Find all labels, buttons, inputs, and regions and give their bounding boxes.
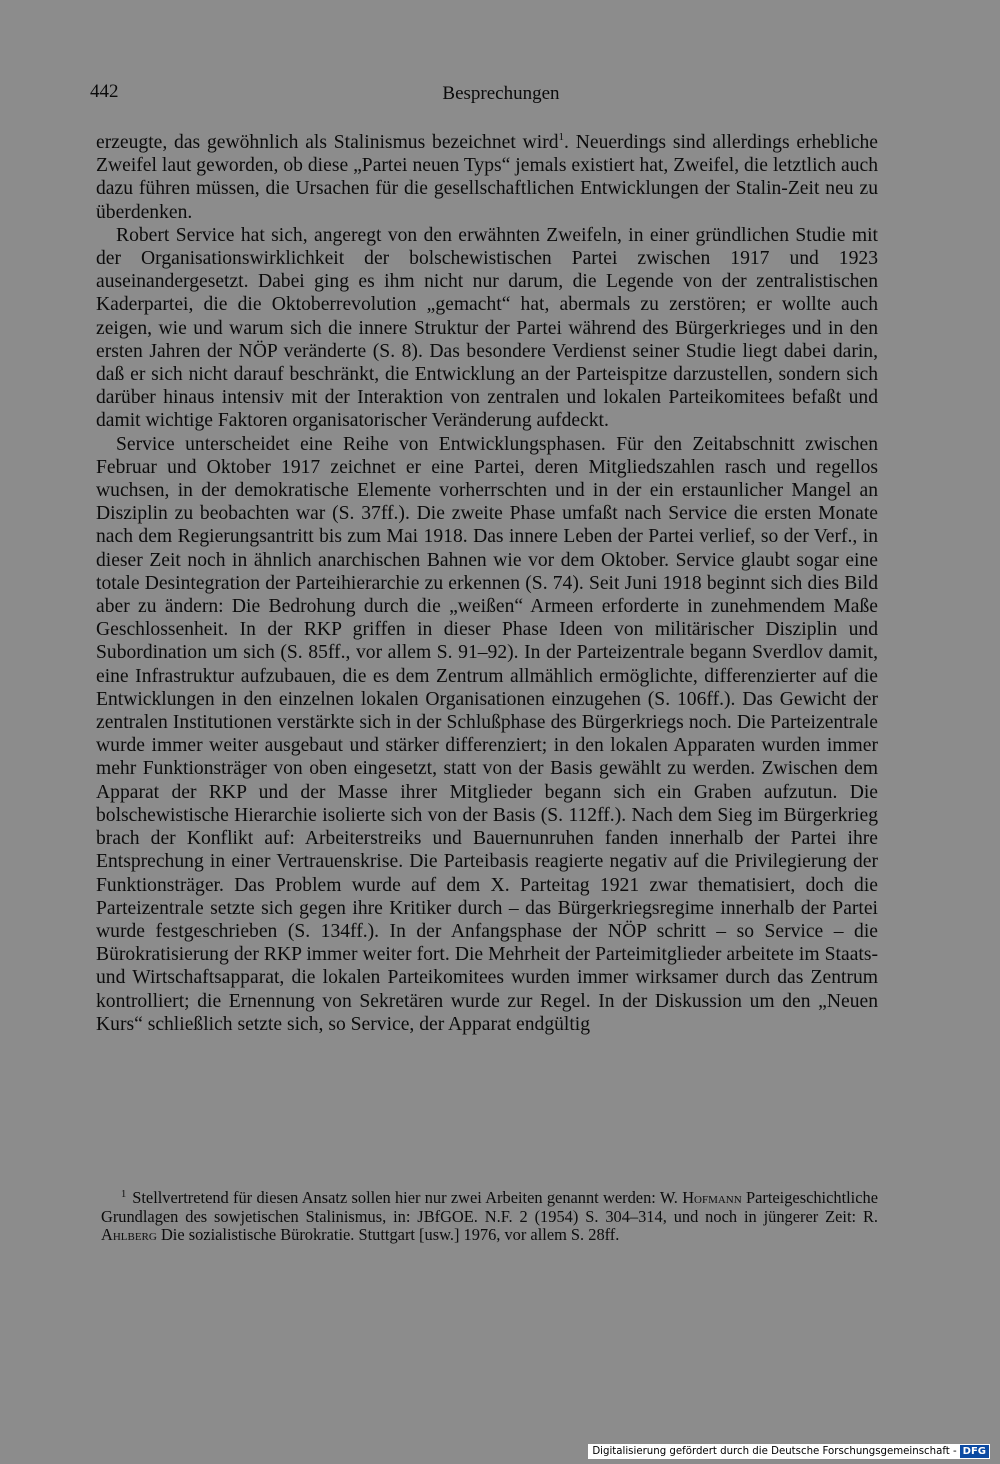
page-number: 442 [90, 81, 119, 102]
paragraph-3: Service unterscheidet eine Reihe von Entwicklungsphasen. Für den Zeitabschnitt zwischen Februar und Oktober 1917 zeichnet er eine Partei, deren Mitgliedszahlen rasch und regellos wuchsen, in der demokratische Elemente vorherrschten und in der ein erstaunlicher Mangel an Disziplin zu beobachten war (S. 37ff.). Die zweite Phase umfaßt nach Service die ersten Monate nach dem Regierungsantritt bis zum Mai 1918. Das innere Leben der Partei verlief, so der Verf., in dieser Zeit noch in ähnlich anarchischen Bahnen wie vor dem Oktober. Service glaubt sogar eine totale Desintegration der Parteihierarchie zu erkennen (S. 74). Seit Juni 1918 beginnt sich dies Bild aber zu ändern: Die Bedrohung durch die „weißen“ Armeen erforderte in zunehmendem Maße Geschlossenheit. In der RKP griffen in dieser Phase Ideen von militärischer Disziplin und Subordination um sich (S. 85ff., vor allem S. 91–92). In der Parteizentrale begann Sverdlov damit, eine Infrastruktur aufzubauen, die es dem Zentrum allmählich ermöglichte, differenzierter auf die Entwicklungen in den einzelnen lokalen Organisationen einzugehen (S. 106ff.). Das Gewicht der zentralen Institutionen verstärkte sich in der Schlußphase des Bürgerkriegs noch. Die Parteizentrale wurde immer weiter ausgebaut und stärker differenziert; in den lokalen Apparaten wurden immer mehr Funktionsträger von oben eingesetzt, statt von der Basis gewählt zu werden. Zwischen dem Apparat der RKP und der Masse ihrer Mitglieder begann sich ein Graben aufzutun. Die bolschewistische Hierarchie isolierte sich von der Basis (S. 112ff.). Nach dem Sieg im Bürgerkrieg brach der Konflikt auf: Arbeiterstreiks und Bauernunruhen fanden innerhalb der Partei ihre Entsprechung in einer Vertrauenskrise. Die Parteibasis reagierte negativ auf die Privilegierung der Funktionsträger. Das Problem wurde auf dem X. Parteitag 1921 zwar thematisiert, doch die Parteizentrale setzte sich gegen ihre Kritiker durch – das Bürgerkriegsregime innerhalb der Partei wurde festgeschrieben (S. 134ff.). In der Anfangsphase der NÖP schritt – so Service – die Bürokratisierung der RKP immer weiter fort. Die Mehrheit der Parteimitglieder arbeitete im Staats- und Wirtschaftsapparat, die lokalen Parteikomitees wurden immer wirksamer durch das Zentrum kontrolliert; die Ernennung von Sekretären wurde zur Regel. In der Diskussion um den „Neuen Kurs“ schließlich setzte sich, so Service, der Apparat endgültig [96, 433, 878, 1035]
footnote-text-b: Parteigeschichtliche Grundlagen des sowjetischen Stalinismus, in: JBfGOE. N.F. 2 (1954) S. 304–314, und noch in jüngerer Zeit: R. [101, 1188, 878, 1226]
dfg-logo-icon: DFG [960, 1445, 989, 1458]
footnote-author-2: Ahlberg [101, 1225, 157, 1245]
footnote-text-c: Die sozialistische Bürokratie. Stuttgart [usw.] 1976, vor allem S. 28ff. [160, 1225, 620, 1245]
footnote-author-1: Hofmann [682, 1188, 742, 1207]
running-head: Besprechungen [442, 83, 560, 104]
footnote-reference[interactable]: 1 [558, 131, 565, 143]
main-text [96, 131, 878, 1036]
paragraph-2: Robert Service hat sich, angeregt von den erwähnten Zweifeln, in einer gründlichen Studie mit der Organisationswirklichkeit der bolschewistischen Partei zwischen 1917 und 1923 auseinandergesetzt. Dabei ging es ihm nicht nur darum, die Legende von der zentralistischen Kaderpartei, die die Oktoberrevolution „gemacht“ hat, abermals zu zerstören; er wollte auch zeigen, wie und warum sich die innere Struktur der Partei während des Bürgerkrieges und in den ersten Jahren der NÖP veränderte (S. 8). Das besondere Verdienst seiner Studie liegt dabei darin, daß er sich nicht darauf beschränkt, die Entwicklung an der Parteispitze darzustellen, sondern sich darüber hinaus intensiv mit der Interaktion von zentralen und lokalen Parteikomitees befaßt und damit wichtige Faktoren organisatorischer Veränderung aufdeckt. [96, 224, 878, 432]
footnote-text-a: Stellvertretend für diesen Ansatz sollen hier nur zwei Arbeiten genannt werden: W. [132, 1188, 678, 1207]
paragraph-1-text: erzeugte, das gewöhnlich als Stalinismus bezeichnet wird [96, 132, 559, 153]
paragraph-1 [96, 131, 878, 224]
footnote-1 [101, 1189, 878, 1245]
digitization-footer [588, 1444, 990, 1459]
paragraph-1-text-continued: . Neuerdings sind allerdings erhebliche Zweifel laut geworden, ob diese „Partei neuen Typs“ jemals existiert hat, Zweifel, die letztlich auch dazu führen müssen, die Ursachen für die gesellschaftlichen Entwicklungen der Stalin-Zeit neu zu überdenken. [96, 132, 878, 223]
footnote [101, 1189, 878, 1245]
footnote-number: 1 [121, 1189, 127, 1200]
digitization-note: Digitalisierung gefördert durch die Deutsche Forschungsgemeinschaft - [592, 1446, 957, 1457]
